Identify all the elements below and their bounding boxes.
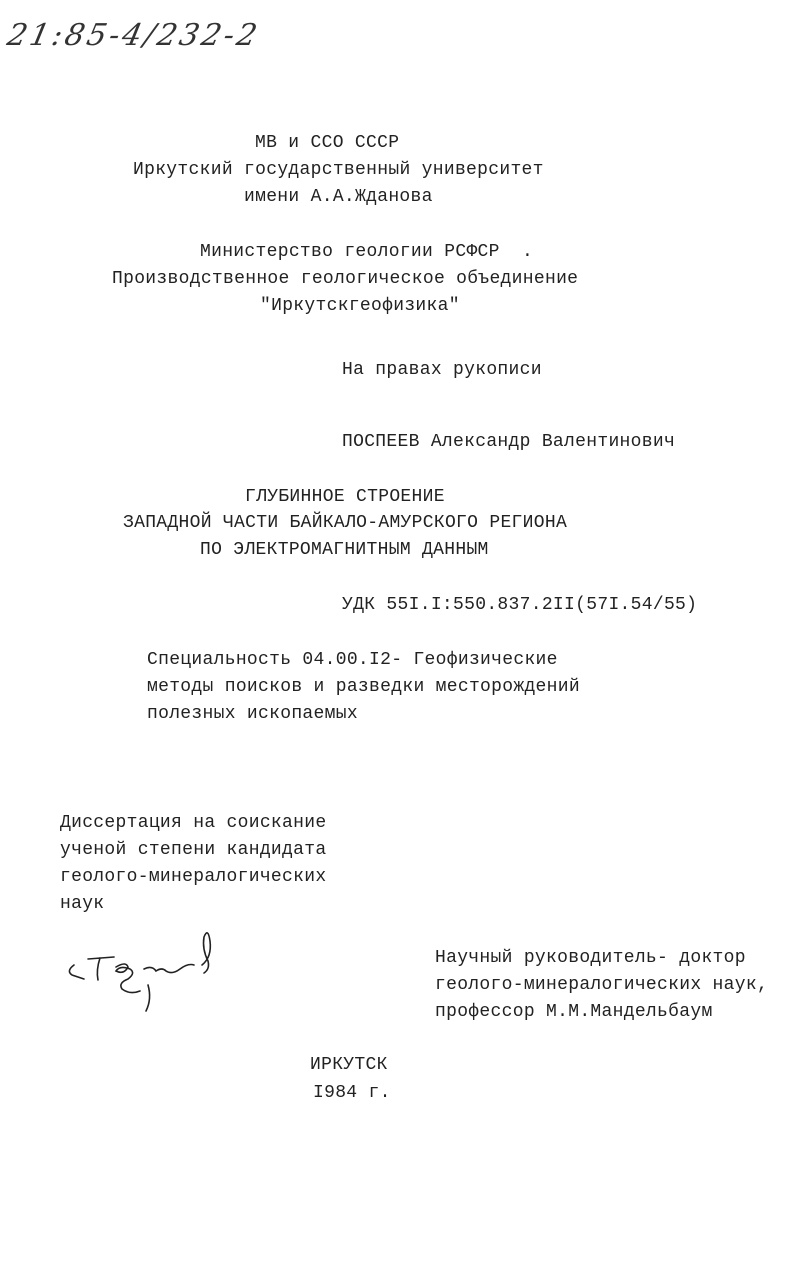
degree-line-4: наук [60,894,105,914]
title-line-2: ЗАПАДНОЙ ЧАСТИ БАЙКАЛО-АМУРСКОГО РЕГИОНА [123,513,568,533]
specialty-line-3: полезных ископаемых [147,704,358,724]
university-line-3: имени А.А.Жданова [244,187,433,207]
specialty-line-1: Специальность 04.00.I2- Геофизические [147,650,558,670]
title-line-3: ПО ЭЛЕКТРОМАГНИТНЫМ ДАННЫМ [200,540,489,560]
manuscript-note: На правах рукописи [342,360,542,380]
title-line-1: ГЛУБИННОЕ СТРОЕНИЕ [245,487,445,507]
udc-code: УДК 55I.I:550.837.2II(57I.54/55) [342,595,698,615]
supervisor-line-1: Научный руководитель- доктор [435,948,746,968]
author-signature [60,925,230,1020]
degree-line-1: Диссертация на соискание [60,813,327,833]
ministry-line-3: "Иркутскгеофизика" [260,296,460,316]
supervisor-line-2: геолого-минералогических наук, [435,975,769,995]
city: ИРКУТСК [310,1055,388,1075]
supervisor-line-3: профессор М.М.Мандельбаум [435,1002,713,1022]
author-name: ПОСПЕЕВ Александр Валентинович [342,432,676,452]
university-line-2: Иркутский государственный университет [133,160,544,180]
degree-line-3: геолого-минералогических [60,867,327,887]
degree-line-2: ученой степени кандидата [60,840,327,860]
university-line-1: МВ и ССО СССР [255,133,400,153]
specialty-line-2: методы поисков и разведки месторождений [147,677,580,697]
ministry-line-2: Производственное геологическое объединение [112,269,579,289]
ministry-line-1: Министерство геологии РСФСР . [200,242,534,262]
archive-mark-handwriting: 21:85-4/232-2 [4,18,263,53]
year: I984 г. [313,1083,391,1103]
